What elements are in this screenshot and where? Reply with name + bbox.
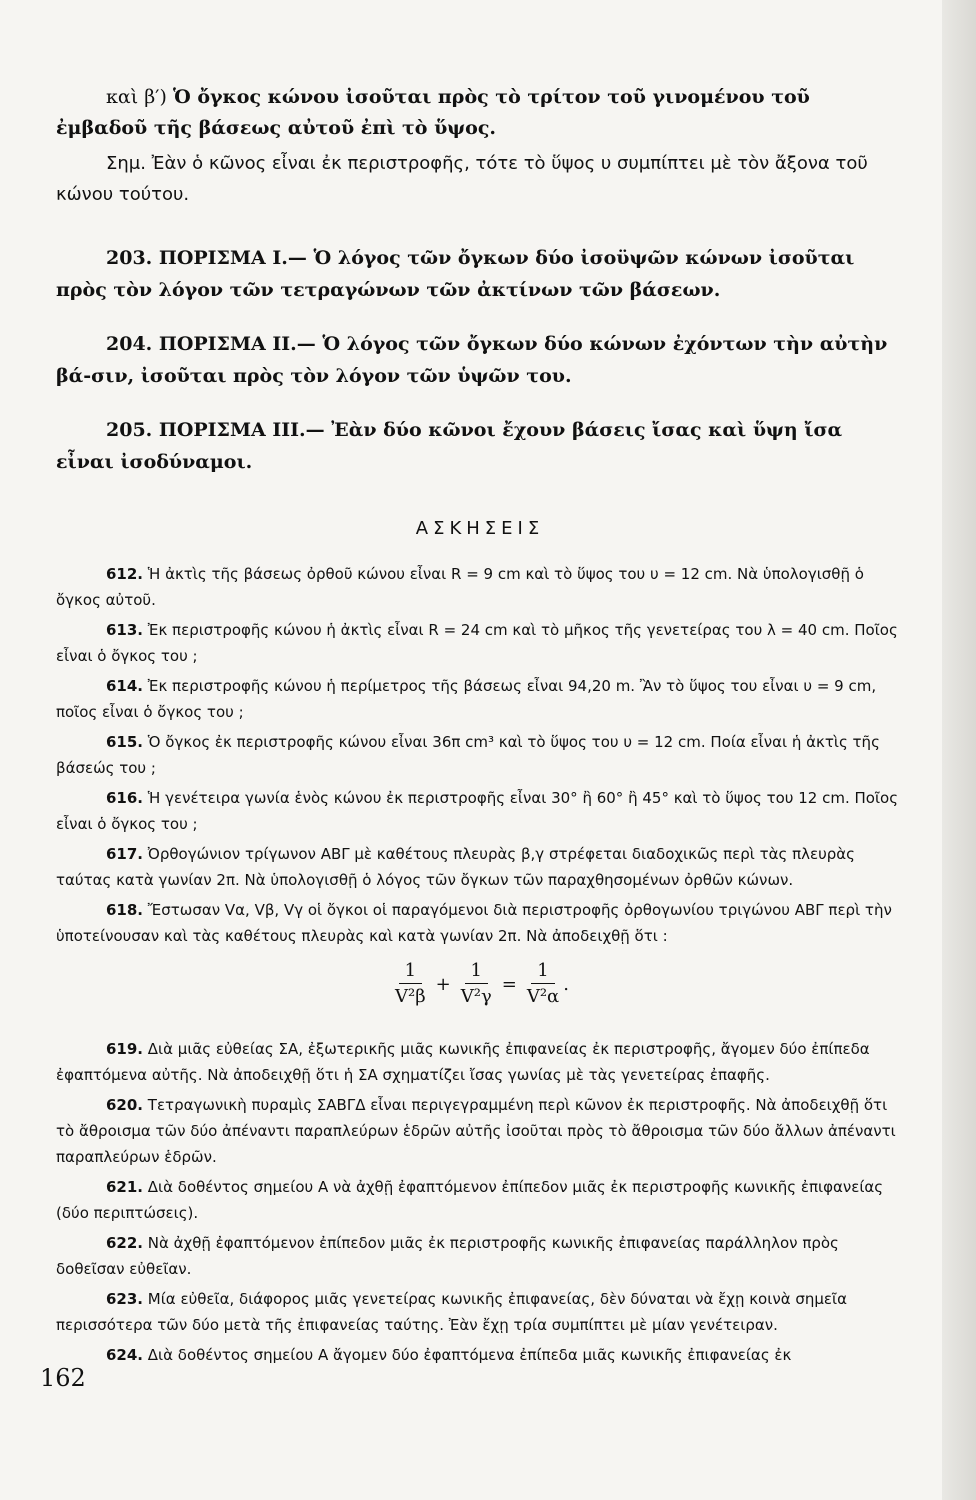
exercise-622 xyxy=(56,1230,904,1282)
page-edge xyxy=(942,0,976,1500)
exercise-text: Ἡ ἀκτὶς τῆς βάσεως ὀρθοῦ κώνου εἶναι R = 9 cm καὶ τὸ ὕψος του υ = 12 cm. Νὰ ὑπολογισθῇ ὁ ὄγκος αὐτοῦ. xyxy=(56,565,864,609)
fraction-denominator: V²β xyxy=(395,986,426,1007)
fraction-gamma xyxy=(461,959,492,1010)
corollary-204-lead: 204. ΠΟΡΙΣΜΑ II.— Ὁ λόγος τῶν ὄγκων δύο κώνων ἐχόντων τὴν αὐτὴν xyxy=(106,333,888,355)
exercise-text: Διὰ μιᾶς εὐθείας ΣΑ, ἐξωτερικῆς μιᾶς κωνικῆς ἐπιφανείας ἐκ περιστροφῆς, ἄγομεν δύο ἐπίπεδα ἐφαπτόμενα αὐτῆς. Νὰ ἀποδειχθῇ ὅτι ἡ ΣΑ σχηματίζει ἴσας γωνίας μὲ τὰς γενετείρας ἐπαφῆς. xyxy=(56,1040,870,1084)
page-number: 162 xyxy=(40,1364,86,1392)
page-content xyxy=(56,82,904,1372)
equals-sign: = xyxy=(501,974,517,995)
exercise-number: 616. xyxy=(106,789,144,807)
fraction-alpha xyxy=(527,959,559,1010)
exercise-614 xyxy=(56,673,904,725)
exercise-text: Ὀρθογώνιον τρίγωνον ΑΒΓ μὲ καθέτους πλευρὰς β,γ στρέφεται διαδοχικῶς περὶ τὰς πλευρὰς ταύτας κατὰ γωνίαν 2π. Νὰ ὑπολογισθῇ ὁ λόγος τῶν ὄγκων τῶν παραχθησομένων ὀρθῶν κώνων. xyxy=(56,845,855,889)
theorem-note: Σημ. Ἐὰν ὁ κῶνος εἶναι ἐκ περιστροφῆς, τότε τὸ ὕψος υ συμπίπτει μὲ τὸν ἄξονα τοῦ κώνου τούτου. xyxy=(56,153,868,205)
exercise-text: Διὰ δοθέντος σημείου Α νὰ ἀχθῇ ἐφαπτόμενον ἐπίπεδον μιᾶς ἐκ περιστροφῆς κωνικῆς ἐπιφανείας (δύο περιπτώσεις). xyxy=(56,1178,884,1222)
exercise-623 xyxy=(56,1286,904,1338)
corollary-203-rest: πρὸς τὸν λόγον τῶν τετραγώνων τῶν ἀκτίνων τῶν βάσεων. xyxy=(56,279,721,301)
exercise-number: 613. xyxy=(106,621,144,639)
formula xyxy=(56,959,904,1010)
formula-period: . xyxy=(563,974,569,995)
corollary-203 xyxy=(56,242,904,306)
theorem-conclusion xyxy=(56,82,904,144)
exercise-number: 618. xyxy=(106,901,144,919)
exercise-text: Ἐκ περιστροφῆς κώνου ἡ ἀκτὶς εἶναι R = 24 cm καὶ τὸ μῆκος τῆς γενετείρας του λ = 40 cm. Ποῖος εἶναι ὁ ὄγκος του ; xyxy=(56,621,898,665)
exercise-613 xyxy=(56,617,904,669)
exercise-624 xyxy=(56,1342,904,1368)
exercise-text: Ἐκ περιστροφῆς κώνου ἡ περίμετρος τῆς βάσεως εἶναι 94,20 m. Ἂν τὸ ὕψος του εἶναι υ = 9 cm, ποῖος εἶναι ὁ ὄγκος του ; xyxy=(56,677,877,721)
exercise-number: 622. xyxy=(106,1234,144,1252)
fraction-numerator: 1 xyxy=(399,959,422,984)
exercise-616 xyxy=(56,785,904,837)
exercise-text: Ἡ γενέτειρα γωνία ἑνὸς κώνου ἐκ περιστροφῆς εἶναι 30° ἢ 60° ἢ 45° καὶ τὸ ὕψος του 12 cm. Ποῖος εἶναι ὁ ὄγκος του ; xyxy=(56,789,898,833)
exercise-number: 623. xyxy=(106,1290,144,1308)
exercise-text: Διὰ δοθέντος σημείου Α ἄγομεν δύο ἐφαπτόμενα ἐπίπεδα μιᾶς κωνικῆς ἐπιφανείας ἐκ xyxy=(143,1346,792,1364)
exercise-text: Ἔστωσαν Vα, Vβ, Vγ οἱ ὄγκοι οἱ παραγόμενοι διὰ περιστροφῆς ὀρθογωνίου τριγώνου ΑΒΓ περὶ τὴν ὑποτείνουσαν καὶ τὰς καθέτους πλευρὰς καὶ κατὰ γωνίαν 2π. Νὰ ἀποδειχθῇ ὅτι : xyxy=(56,901,892,945)
exercise-text: Νὰ ἀχθῇ ἐφαπτόμενον ἐπίπεδον μιᾶς ἐκ περιστροφῆς κωνικῆς ἐπιφανείας παράλληλον πρὸς δοθεῖσαν εὐθεῖαν. xyxy=(56,1234,839,1278)
corollary-205 xyxy=(56,414,904,478)
exercise-618 xyxy=(56,897,904,949)
corollary-203-lead: 203. ΠΟΡΙΣΜΑ I.— Ὁ λόγος τῶν ὄγκων δύο ἰσοϋψῶν κώνων ἰσοῦται xyxy=(106,247,855,269)
fraction-beta xyxy=(395,959,426,1010)
corollary-204-rest: βά-σιν, ἰσοῦται πρὸς τὸν λόγον τῶν ὑψῶν του. xyxy=(56,365,572,387)
exercise-612 xyxy=(56,561,904,613)
exercise-text: Τετραγωνικὴ πυραμὶς ΣΑΒΓΔ εἶναι περιγεγραμμένη περὶ κῶνον ἐκ περιστροφῆς. Νὰ ἀποδειχθῇ ὅτι τὸ ἄθροισμα τῶν δύο ἀπέναντι παραπλεύρων ἑδρῶν αὐτῆς ἰσοῦται πρὸς τὸ ἄθροισμα τῶν δύο ἄλλων ἀπέναντι παραπλεύρων ἑδρῶν. xyxy=(56,1096,896,1166)
exercise-617 xyxy=(56,841,904,893)
exercise-text: Μία εὐθεῖα, διάφορος μιᾶς γενετείρας κωνικῆς ἐπιφανείας, δὲν δύναται νὰ ἔχῃ κοινὰ σημεῖα περισσότερα τῶν δύο μετὰ τῆς ἐπιφανείας ταύτης. Ἐὰν ἔχῃ τρία συμπίπτει μὲ μίαν γενέτειραν. xyxy=(56,1290,847,1334)
exercise-number: 621. xyxy=(106,1178,144,1196)
corollary-205-rest: ἰσοδύναμοι. xyxy=(113,451,253,473)
exercise-number: 614. xyxy=(106,677,144,695)
exercise-620 xyxy=(56,1092,904,1170)
exercise-number: 619. xyxy=(106,1040,144,1058)
exercise-615 xyxy=(56,729,904,781)
exercise-621 xyxy=(56,1174,904,1226)
exercise-number: 615. xyxy=(106,733,144,751)
corollary-205-lead: 205. ΠΟΡΙΣΜΑ III.— Ἐὰν δύο κῶνοι ἔχουν βάσεις ἴσας καὶ ὕψη ἴσα εἶναι xyxy=(56,419,843,473)
theorem-prefix: καὶ β′) xyxy=(106,86,173,108)
exercises-heading: ΑΣΚΗΣΕΙΣ xyxy=(415,518,545,539)
exercise-number: 624. xyxy=(106,1346,144,1364)
exercise-text: Ὁ ὄγκος ἐκ περιστροφῆς κώνου εἶναι 36π cm³ καὶ τὸ ὕψος του υ = 12 cm. Ποία εἶναι ἡ ἀκτὶς τῆς βάσεώς του ; xyxy=(56,733,880,777)
corollary-204 xyxy=(56,328,904,392)
exercise-number: 617. xyxy=(106,845,144,863)
fraction-denominator: V²α xyxy=(526,986,560,1007)
fraction-numerator: 1 xyxy=(531,959,554,984)
fraction-denominator: V²γ xyxy=(460,986,492,1007)
plus-sign: + xyxy=(435,974,451,995)
exercise-number: 612. xyxy=(106,565,144,583)
theorem-statement: Ὁ ὄγκος κώνου ἰσοῦται πρὸς τὸ τρίτον τοῦ γινομένου τοῦ ἐμβαδοῦ τῆς βάσεως αὐτοῦ ἐπὶ τὸ ὕψος. xyxy=(56,86,810,139)
fraction-numerator: 1 xyxy=(465,959,488,984)
exercise-619 xyxy=(56,1036,904,1088)
exercise-number: 620. xyxy=(106,1096,144,1114)
